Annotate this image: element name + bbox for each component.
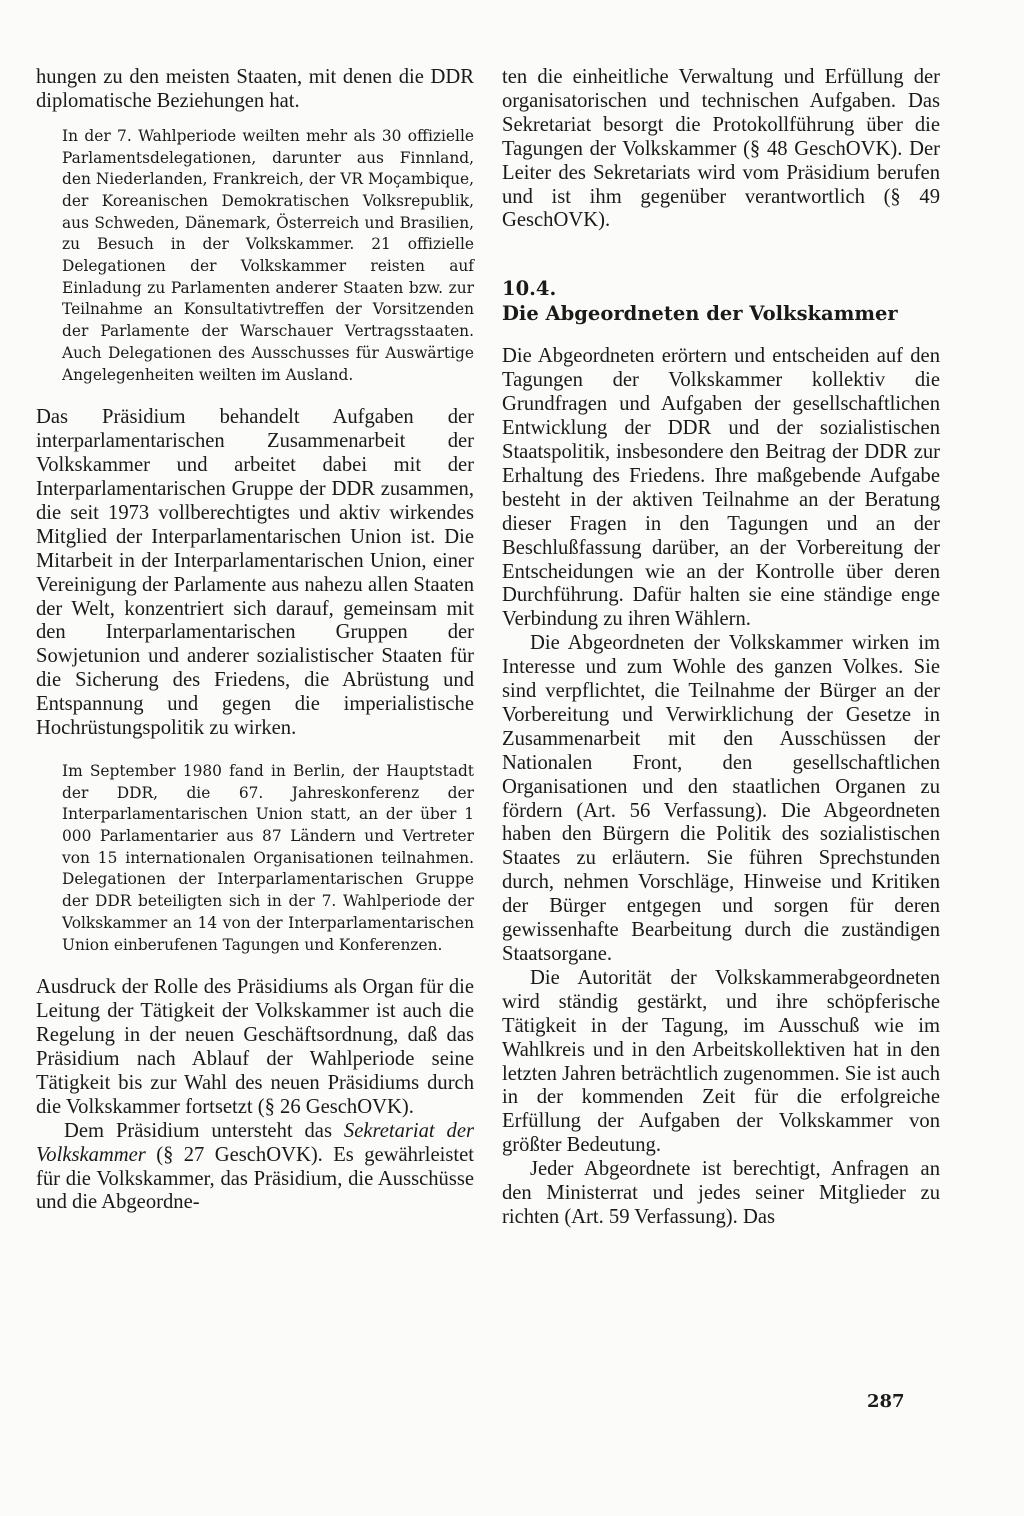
note-delegations: In der 7. Wahlperiode weilten mehr als 30 offizielle Parlamentsdelegationen, darunter aus Finnland, den Niederlanden, Frankreich, der VR Moçambique, der Koreanischen Demokratischen Volksrepublik, aus Schweden, Dänemark, Österreich und Brasilien, zu Besuch in der Volkskammer. 21 offizielle Delegationen der Volkskammer reisten auf Einladung zu Parlamenten anderer Staaten bzw. zur Teilnahme an Konsultativtreffen der Vorsitzenden der Parlamente der Warschauer Vertragsstaaten. Auch Delegationen des Ausschusses für Auswärtige Angelegenheiten weilten im Ausland. bbox=[62, 126, 474, 384]
left-column bbox=[36, 66, 474, 1215]
paragraph-secretariat-continued: ten die einheitliche Verwaltung und Erfüllung der organisatorischen und technischen Aufgaben. Das Sekretariat besorgt die Protokollführung über die Tagungen der Volkskammer (§ 48 GeschOVK). Der Leiter des Sekretariats wird vom Präsidium berufen und ist ihm gegenüber verantwortlich (§ 49 GeschOVK). bbox=[502, 66, 940, 232]
paragraph-secretariat bbox=[36, 1120, 474, 1216]
secretariat-text-end: (§ 27 GeschOVK). Es gewährleistet für die Volkskammer, das Präsidium, die Ausschüsse und die Abgeordne- bbox=[36, 1143, 474, 1214]
paragraph-presidium-role: Ausdruck der Rolle des Präsidiums als Organ für die Leitung der Tätigkeit der Volkskammer ist auch die Regelung in der neuen Geschäftsordnung, daß das Präsidium nach Ablauf der Wahlperiode seine Tätigkeit bis zur Wahl des neuen Präsidiums durch die Volkskammer fortsetzt (§ 26 GeschOVK). bbox=[36, 976, 474, 1118]
paragraph-continued: hungen zu den meisten Staaten, mit denen die DDR diplomatische Beziehungen hat. bbox=[36, 66, 474, 112]
secretariat-term: Sekretariat der Volkskammer bbox=[36, 1119, 475, 1166]
section-number: 10.4. bbox=[502, 277, 557, 301]
note-conference-1980: Im September 1980 fand in Berlin, der Hauptstadt der DDR, die 67. Jahreskonferenz der Interparlamentarischen Union statt, an der über 1 000 Parlamentarier aus 87 Ländern und Vertreter von 15 internationalen Organisationen teilnahmen. Delegationen der Interparlamentarischen Gruppe der DDR beteiligten sich in der 7. Wahlperiode der Volkskammer an 14 von der Interparlamentarischen Union einberufenen Tagungen und Konferenzen. bbox=[62, 761, 474, 954]
secretariat-text-start: Dem Präsidium untersteht das bbox=[64, 1119, 344, 1142]
right-column bbox=[502, 66, 940, 1230]
page-number: 287 bbox=[867, 1391, 905, 1412]
section-title: Die Abgeordneten der Volkskammer bbox=[502, 302, 898, 326]
paragraph-interparliamentary: Das Präsidium behandelt Aufgaben der interparlamentarischen Zusammenarbeit der Volkskammer und arbeitet dabei mit der Interparlamentarischen Gruppe der DDR zusammen, die seit 1973 vollberechtigtes und aktiv wirkendes Mitglied der Interparlamentarischen Union ist. Die Mitarbeit in der Interparlamentarischen Union, einer Vereinigung der Parlamente aus nahezu allen Staaten der Welt, konzentriert sich darauf, gemeinsam mit den Interparlamentarischen Gruppen der Sowjetunion und anderer sozialistischer Staaten für die Sicherung des Friedens, die Abrüstung und Entspannung und gegen die imperialistische Hochrüstungspolitik zu wirken. bbox=[36, 406, 474, 740]
paragraph-deputies-inquiries: Jeder Abgeordnete ist berechtigt, Anfragen an den Ministerrat und jedes seiner Mitglieder zu richten (Art. 59 Verfassung). Das bbox=[502, 1158, 940, 1228]
paragraph-deputies-tasks: Die Abgeordneten erörtern und entscheiden auf den Tagungen der Volkskammer kollektiv die Grundfragen und Aufgaben der gesellschaftlichen Entwicklung der DDR und der sozialistischen Staatspolitik, insbesondere den Beitrag der DDR zur Erhaltung des Friedens. Ihre maßgebende Aufgabe besteht in der aktiven Teilnahme an der Beratung dieser Fragen in den Tagungen und an der Beschlußfassung darüber, an der Vorbereitung der Entscheidungen wie an der Kontrolle über deren Durchführung. Dafür halten sie eine ständige enge Verbindung zu ihren Wählern. bbox=[502, 345, 940, 631]
paragraph-deputies-duties: Die Abgeordneten der Volkskammer wirken im Interesse und zum Wohle des ganzen Volkes. Sie sind verpflichtet, die Teilnahme der Bürger an der Vorbereitung und Verwirklichung der Gesetze in Zusammenarbeit mit den Ausschüssen der Nationalen Front, den gesellschaftlichen Organisationen und den staatlichen Organen zu fördern (Art. 56 Verfassung). Die Abgeordneten haben den Bürgern die Politik des sozialistischen Staates zu erläutern. Sie führen Sprechstunden durch, nehmen Vorschläge, Hinweise und Kritiken der Bürger entgegen und sorgen für deren gewissenhafte Bearbeitung durch die zuständigen Staatsorgane. bbox=[502, 632, 940, 965]
paragraph-deputies-authority: Die Autorität der Volkskammerabgeordneten wird ständig gestärkt, und ihre schöpferische Tätigkeit in der Tagung, im Ausschuß wie im Wahlkreis und in den Arbeitskollektiven hat in den letzten Jahren beträchtlich zugenommen. Sie ist auch in der kommenden Zeit für die erfolgreiche Erfüllung der Aufgaben der Volkskammer von größter Bedeutung. bbox=[502, 966, 940, 1157]
